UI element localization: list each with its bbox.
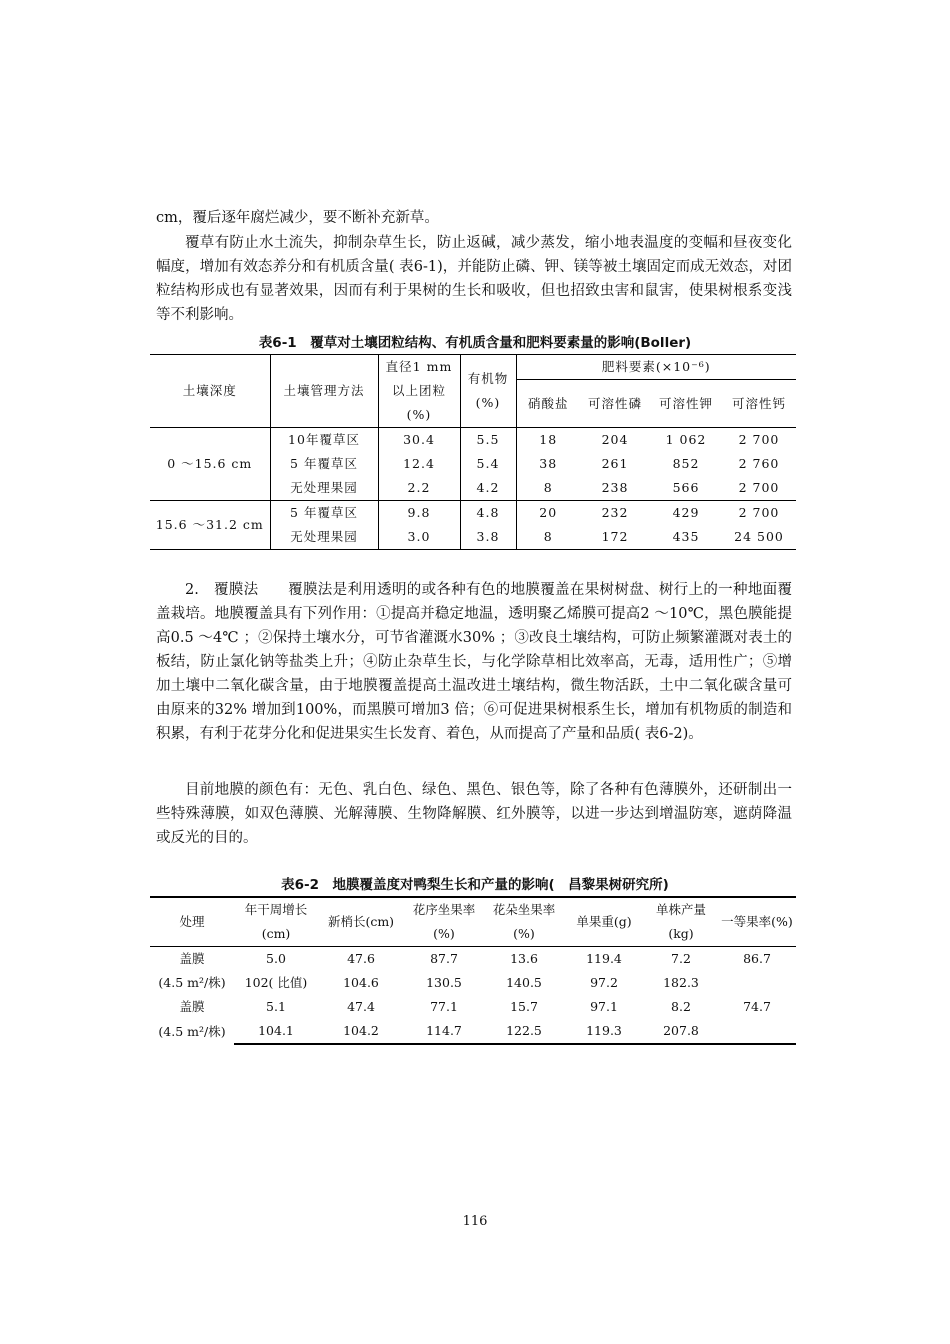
th-inflor: 花序坐果率(%) <box>404 897 484 947</box>
th-ca: 可溶性钙 <box>731 395 786 411</box>
cell: 87.7 <box>430 951 458 966</box>
cell: 114.7 <box>404 1019 484 1044</box>
cell: 182.3 <box>663 975 699 990</box>
cell: 18 <box>516 428 580 453</box>
table-6-1 <box>150 354 796 550</box>
cell: 104.1 <box>234 1019 318 1044</box>
th-fert: 肥料要素(×10⁻⁶) <box>516 355 796 380</box>
th-fruitwt: 单果重(g) <box>564 897 644 947</box>
cell: 15.7 <box>510 999 538 1014</box>
cell: 102( 比值) <box>244 975 308 990</box>
th-nitrate: 硝酸盐 <box>516 380 580 428</box>
cell <box>718 1019 796 1044</box>
th-depth: 土壤深度 <box>182 383 237 398</box>
cell: 7.2 <box>671 951 691 966</box>
table-row <box>150 501 796 526</box>
cell: 10年覆草区 <box>270 428 378 453</box>
th-flower: 花朵坐果率(%) <box>484 897 564 947</box>
page-number: 116 <box>462 1214 488 1229</box>
cell: 566 <box>672 480 700 495</box>
th-grade: 一等果率(%) <box>718 897 796 947</box>
cell: 47.4 <box>347 999 375 1014</box>
cell: 130.5 <box>426 975 462 990</box>
paragraph-2: 覆草有防止水土流失，抑制杂草生长，防止返碱，减少蒸发，缩小地表温度的变幅和昼夜变化幅度，增加有效态养分和有机质含量( 表6-1)，并能防止磷、钾、镁等被土壤固定而成无效态，对团粒结构形成也有显著效果，因而有利于果树的生长和吸收，但也招致虫害和鼠害，使果树根系变浅等不利影响。 <box>156 235 792 323</box>
cell: 435 <box>672 529 700 544</box>
cell: 2 700 <box>722 428 796 453</box>
cell: 77.1 <box>430 999 458 1014</box>
cell: 24 500 <box>734 529 784 544</box>
cell: 74.7 <box>743 999 771 1014</box>
cell: 97.1 <box>590 999 618 1014</box>
paragraph-4: 目前地膜的颜色有：无色、乳白色、绿色、黑色、银色等，除了各种有色薄膜外，还研制出一些特殊薄膜，如双色薄膜、光解薄膜、生物降解膜、红外膜等，以进一步达到增温防寒，遮荫降温或反光的目的。 <box>156 782 792 846</box>
cell: 238 <box>601 480 629 495</box>
cell: 2 760 <box>738 456 780 471</box>
cell: 2.2 <box>378 476 460 501</box>
table-6-2 <box>150 896 796 1045</box>
cell: 4.2 <box>460 476 516 501</box>
cell: (4.5 m²/株) <box>158 1023 226 1039</box>
cell: 429 <box>650 501 722 526</box>
cell: 38 <box>516 452 580 476</box>
cell: 852 <box>672 456 700 471</box>
cell: 8.2 <box>671 999 691 1014</box>
table-row <box>150 1019 796 1044</box>
table1-caption: 表6-1 覆草对土壤团粒结构、有机质含量和肥料要素量的影响(Boller) <box>258 335 692 351</box>
paragraph-1: cm，覆后逐年腐烂减少，要不断补充新草。 <box>156 210 439 226</box>
cell: 47.6 <box>347 951 375 966</box>
cell: 3.8 <box>460 525 516 550</box>
th-k: 可溶性钾 <box>658 395 713 411</box>
table-row <box>150 971 796 995</box>
cell: 3.0 <box>378 525 460 550</box>
cell: 140.5 <box>506 975 542 990</box>
cell: 5.5 <box>460 428 516 453</box>
cell-depth: 15.6 ～31.2 cm <box>150 501 270 550</box>
cell: 2 700 <box>738 480 780 495</box>
cell: 232 <box>580 501 650 526</box>
cell <box>718 971 796 995</box>
cell: 207.8 <box>644 1019 718 1044</box>
table-row <box>150 995 796 1019</box>
cell: 97.2 <box>590 975 618 990</box>
cell: 5 年覆草区 <box>270 501 378 526</box>
th-yield: 单株产量(kg) <box>644 897 718 947</box>
th-agg: 直径1 mm 以上团粒(%) <box>378 355 460 428</box>
cell: 8 <box>516 525 580 550</box>
cell: 无处理果园 <box>270 476 378 501</box>
cell: 盖膜 <box>179 951 205 966</box>
cell: 1 062 <box>650 428 722 453</box>
cell: 8 <box>516 476 580 501</box>
cell: 无处理果园 <box>270 525 378 550</box>
cell: 5.4 <box>460 452 516 476</box>
cell: 20 <box>516 501 580 526</box>
th-om: 有机物(%) <box>460 355 516 428</box>
cell: 104.6 <box>343 975 379 990</box>
cell: 5.1 <box>266 999 286 1014</box>
cell: 4.8 <box>460 501 516 526</box>
cell: 261 <box>601 456 629 471</box>
cell: 119.3 <box>564 1019 644 1044</box>
cell: 5.0 <box>266 951 286 966</box>
table2-caption: 表6-2 地膜覆盖度对鸭梨生长和产量的影响( 昌黎果树研究所) <box>281 877 669 893</box>
th-trunk: 年干周增长(cm) <box>234 897 318 947</box>
cell: 204 <box>580 428 650 453</box>
cell: 盖膜 <box>179 999 205 1014</box>
th-p: 可溶性磷 <box>587 395 642 411</box>
cell: (4.5 m²/株) <box>158 975 226 990</box>
cell: 86.7 <box>743 951 771 966</box>
cell: 104.2 <box>318 1019 404 1044</box>
th-mgmt: 土壤管理方法 <box>270 355 378 428</box>
th-shoot: 新梢长(cm) <box>318 897 404 947</box>
cell: 5 年覆草区 <box>270 452 378 476</box>
cell: 122.5 <box>484 1019 564 1044</box>
cell: 2 700 <box>722 501 796 526</box>
cell-depth: 0 ～15.6 cm <box>150 428 270 501</box>
cell: 13.6 <box>510 951 538 966</box>
paragraph-3: 2. 覆膜法 覆膜法是利用透明的或各种有色的地膜覆盖在果树树盘、树行上的一种地面覆盖栽培。地膜覆盖具有下列作用：①提高并稳定地温，透明聚乙烯膜可提高2 ～10℃，黑色膜能提高0.5 ～4℃ ；②保持土壤水分，可节省灌溉水30% ；③改良土壤结构，可防止频繁灌溉对表土的板结，防止氯化钠等盐类上升；④防止杂草生长，与化学除草相比效率高，无毒，适用性广；⑤增加土壤中二氧化碳含量，由于地膜覆盖提高土温改进土壤结构，微生物活跃，土中二氧化碳含量可由原来的32% 增加到100%，而黑膜可增加3 倍；⑥可促进果树根系生长，增加有机物质的制造和积累，有利于花芽分化和促进果实生长发育、着色，从而提高了产量和品质( 表6-2)。 <box>156 582 792 742</box>
cell: 9.8 <box>378 501 460 526</box>
cell: 172 <box>601 529 629 544</box>
table-row <box>150 947 796 972</box>
table-row <box>150 428 796 453</box>
th-treatment: 处理 <box>150 897 234 947</box>
cell: 12.4 <box>378 452 460 476</box>
cell: 119.4 <box>586 951 622 966</box>
cell: 30.4 <box>378 428 460 453</box>
